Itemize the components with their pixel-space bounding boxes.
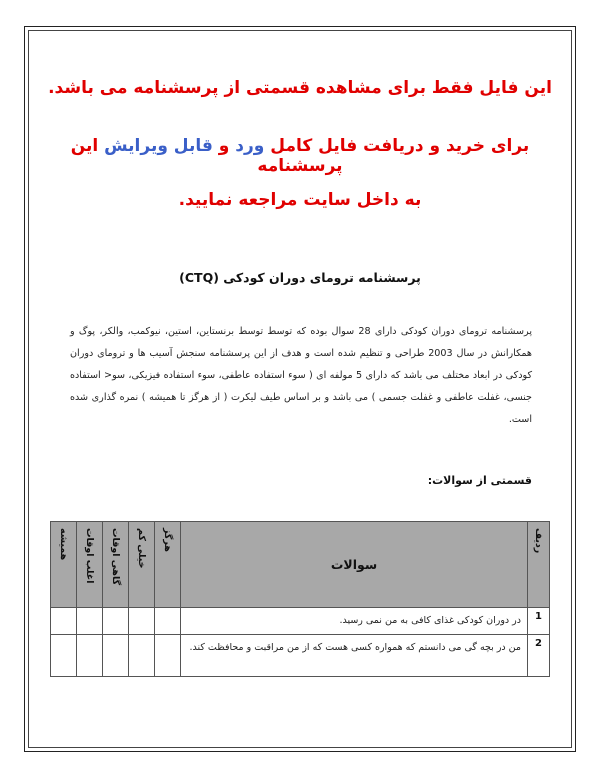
header-option-rarely: خیلی کم	[129, 522, 155, 608]
intro-paragraph: پرسشنامه ترومای دوران کودکی دارای 28 سوال بوده که توسط توسط برنستاین، استین، نیوکمب، والکر، پوگ و همکارانش در سال 2003 طراحی و تنظیم شده است و هدف از این پرسشنامه سنجش آسیب ها و ترومای دوران کودکی در ابعاد مختلف می باشد که دارای 5 مولفه ای ( سوء استفاده عاطفی، سوء استفاده فیزیکی، سو< استفاده جنسی، غفلت عاطفی و غفلت جسمی ) می باشد و بر اساس طیف لیکرت ( از هرگز تا همیشه ) نمره گذاری شده است.	[70, 326, 533, 425]
questions-table	[50, 521, 550, 677]
answer-cell[interactable]	[103, 608, 129, 635]
section-title: قسمتی از سوالات:	[427, 474, 532, 487]
row-number: 2	[528, 635, 550, 677]
header-questions: سوالات	[181, 522, 528, 608]
header-option-never: هرگز	[155, 522, 181, 608]
table-header-row	[51, 522, 550, 608]
answer-cell[interactable]	[129, 635, 155, 677]
header-option-often: اغلب اوقات	[77, 522, 103, 608]
row-question: در دوران کودکی غذای کافی به من نمی رسید.	[181, 608, 528, 635]
table-row	[51, 635, 550, 677]
notice-line-3: به داخل سایت مراجعه نمایید.	[178, 190, 422, 210]
notice-line-2-start: برای خرید و دریافت فایل کامل	[264, 136, 530, 156]
answer-cell[interactable]	[155, 608, 181, 635]
answer-cell[interactable]	[155, 635, 181, 677]
answer-cell[interactable]	[103, 635, 129, 677]
answer-cell[interactable]	[129, 608, 155, 635]
row-question: من در بچه گی می دانستم که همواره کسی هست که از من مراقبت و محافظت کند.	[181, 635, 528, 677]
notice-line-2	[40, 136, 560, 176]
notice-word-label: ورد	[235, 136, 265, 156]
header-option-sometimes: گاهی اوقات	[103, 522, 129, 608]
answer-cell[interactable]	[51, 608, 77, 635]
row-number: 1	[528, 608, 550, 635]
notice-and: و	[212, 136, 236, 156]
notice-editable-label: قابل ویرایش	[104, 136, 213, 156]
notice-line-1: این فایل فقط برای مشاهده قسمتی از پرسشنامه می باشد.	[48, 78, 552, 98]
table-row	[51, 608, 550, 635]
header-radif: ردیف	[528, 522, 550, 608]
document-title: پرسشنامه ترومای دوران کودکی (CTQ)	[179, 270, 421, 285]
answer-cell[interactable]	[77, 635, 103, 677]
header-option-always: همیشه	[51, 522, 77, 608]
notice-line-2-end: این پرسشنامه	[70, 136, 343, 176]
answer-cell[interactable]	[77, 608, 103, 635]
answer-cell[interactable]	[51, 635, 77, 677]
